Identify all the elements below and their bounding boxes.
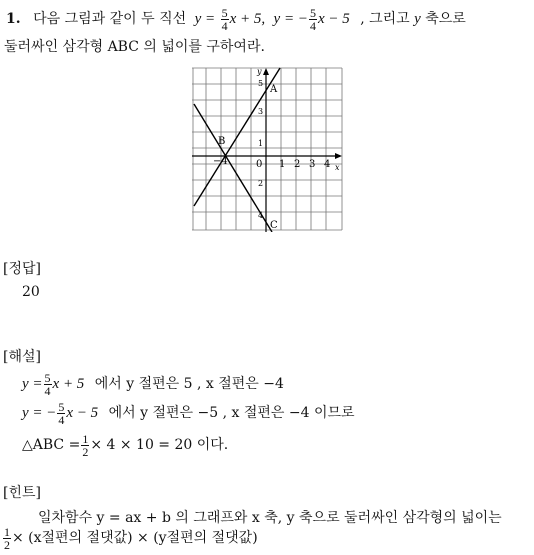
problem-line-2: 둘러싸인 삼각형 ABC 의 넓이를 구하여라. [4,39,265,55]
eq1-num: 5 [221,5,228,20]
coordinate-figure [192,66,344,232]
sol2-rest: x − 5 [66,405,99,421]
sol1-text: 에서 y 절편은 5 , x 절편은 −4 [94,376,284,392]
x-axis-label: x [335,163,340,172]
eq1-rest: x + 5, [229,11,266,27]
problem-text-suffix: , 그리고 [360,11,410,27]
hint-line-1: 일차함수 y = ax + b 의 그래프와 x 축, y 축으로 둘러싸인 삼각형의 넓이는 [38,510,502,526]
sol3-rest: × 4 × 10 = 20 이다. [90,437,229,453]
y-tick-neg4: 4 [258,211,264,220]
sol2-fraction [57,401,65,426]
eq2-rest: x − 5 [317,11,350,27]
y-tick-3: 3 [258,107,264,116]
sol1-num: 5 [44,370,51,385]
hint-header: [힌트] [3,485,41,501]
y-tick-1: 1 [258,139,264,148]
sol1-lhs: y = [22,376,43,392]
hint-rest: × (x절편의 절댓값) × (y절편의 절댓값) [12,530,258,546]
eq1-fraction [221,7,229,32]
problem-text-end: 축으로 [425,11,466,27]
eq2-num: 5 [309,5,316,20]
x-axis-arrow [335,153,342,159]
axis-var: y [414,11,421,27]
sol3-den: 2 [82,444,89,459]
origin-label: 0 [256,159,263,170]
line-positive-slope [194,68,280,206]
eq1-den: 4 [221,18,228,33]
answer-header: [정답] [3,261,41,277]
answer-value: 20 [22,284,40,300]
y-tick-5: 5 [258,79,264,88]
problem-text-prefix: 다음 그림과 같이 두 직선 [33,11,187,27]
sol3-num: 1 [82,431,89,446]
sol1-den: 4 [44,383,51,398]
x-tick-neg4: −4 [213,156,228,167]
point-c-label: C [270,220,278,231]
eq2-lhs: y = − [273,11,308,27]
sol2-text: 에서 y 절편은 −5 , x 절편은 −4 이므로 [108,405,355,421]
sol3-fraction [81,433,89,458]
x-tick-3: 3 [309,159,316,170]
x-tick-2: 2 [294,159,301,170]
point-a-label: A [270,84,278,95]
eq2-den: 4 [309,18,316,33]
solution-line-2 [22,397,355,429]
sol1-rest: x + 5 [52,376,85,392]
point-b-label: B [218,136,226,147]
solution-line-3 [22,427,228,463]
x-tick-4: 4 [324,159,331,170]
grid-lines [192,68,342,230]
sol1-fraction [44,372,52,397]
problem-number: 1. [6,11,21,27]
sol3-lhs: △ABC = [22,437,81,453]
sol2-num: 5 [58,399,65,414]
sol2-den: 4 [58,412,65,427]
solution-header: [해설] [3,349,41,365]
y-tick-neg2: 2 [258,179,264,188]
eq1-lhs: y = [194,11,216,27]
hint-fraction [3,526,11,551]
sol2-lhs: y = − [22,405,57,421]
solution-line-1 [22,368,284,400]
hint-line-2 [2,521,258,555]
problem-line-1 [6,2,466,36]
y-axis-label: y [257,67,262,76]
y-axis-arrow [263,68,269,75]
x-tick-1: 1 [279,159,286,170]
hint-den: 2 [4,537,10,552]
eq2-fraction [309,7,317,32]
hint-num: 1 [4,524,10,539]
